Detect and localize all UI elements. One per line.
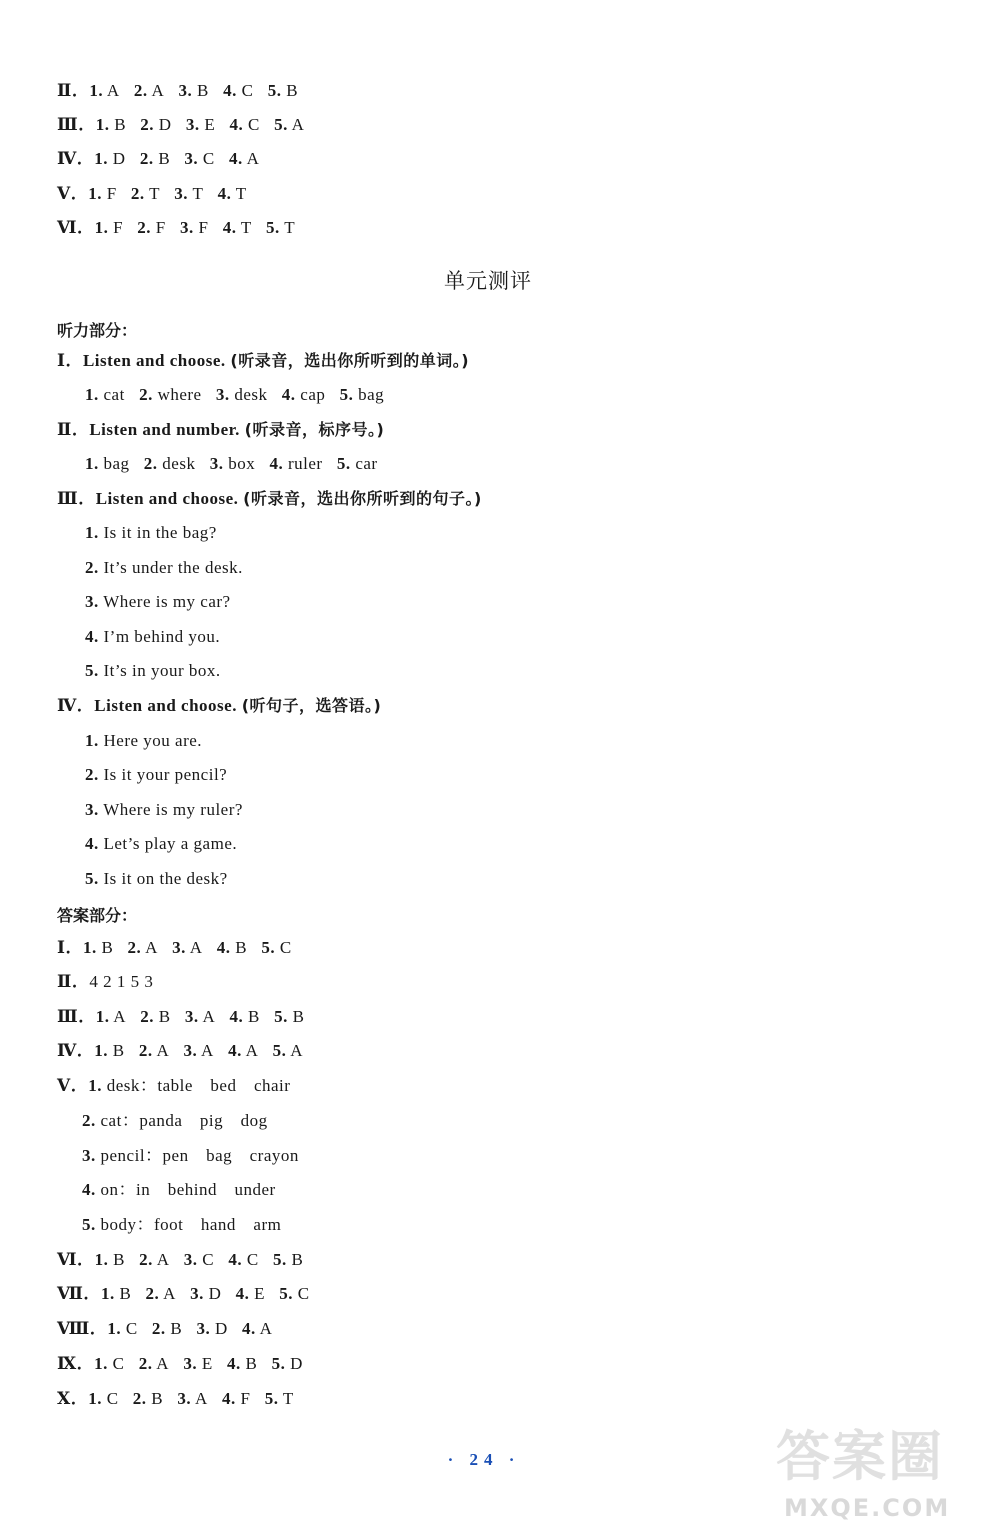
- item-answer: C: [293, 1284, 310, 1303]
- question-title: Listen and choose.: [95, 489, 244, 508]
- item-text: pencil：pen bag crayon: [95, 1146, 299, 1165]
- item-number: 2.: [126, 1007, 155, 1026]
- list-item: [85, 764, 227, 786]
- item-word: bag: [353, 385, 385, 404]
- item-number: 1.: [94, 1250, 109, 1269]
- item-answer: C: [242, 1250, 259, 1269]
- watermark-logo: [766, 1414, 986, 1524]
- item-number: 5.: [258, 1250, 287, 1269]
- item-answer: A: [197, 1041, 214, 1060]
- item-number: 4.: [208, 218, 237, 237]
- item-number: 1.: [95, 1007, 110, 1026]
- list-item: [82, 1110, 268, 1132]
- item-text: Where is my car?: [98, 592, 231, 611]
- item-number: 5.: [265, 1284, 294, 1303]
- item-answer: B: [153, 149, 171, 168]
- item-answer: T: [144, 184, 160, 203]
- item-number: 5.: [82, 1215, 96, 1234]
- item-text: I’m behind you.: [98, 627, 221, 646]
- question-instruction: (听句子，选答语。): [241, 696, 382, 715]
- item-answer: A: [185, 938, 203, 957]
- list-item: [82, 1179, 276, 1201]
- item-answer: A: [286, 1041, 304, 1060]
- item-text: It’s under the desk.: [98, 558, 243, 577]
- list-item: [85, 522, 217, 544]
- question-heading: [57, 350, 469, 372]
- item-number: 5.: [253, 81, 282, 100]
- item-answer: F: [193, 218, 209, 237]
- item-number: 1.: [88, 184, 102, 203]
- item-number: 5.: [251, 218, 280, 237]
- roman-numeral: Ⅰ．: [57, 351, 83, 370]
- item-answer: D: [108, 149, 126, 168]
- item-number: 4.: [221, 1284, 250, 1303]
- item-answer: D: [210, 1319, 228, 1338]
- item-word: cat: [98, 385, 125, 404]
- item-answer: D: [203, 1284, 222, 1303]
- item-number: 1.: [85, 731, 99, 750]
- item-text: cat：panda pig dog: [95, 1111, 268, 1130]
- item-number: 3.: [82, 1146, 96, 1165]
- item-answer: A: [147, 81, 165, 100]
- item-number: 1.: [85, 454, 99, 473]
- answer-row: [57, 80, 298, 102]
- item-number: 4.: [82, 1180, 96, 1199]
- item-number: 3.: [163, 1389, 192, 1408]
- listening-label: 听力部分：: [57, 321, 138, 340]
- item-number: 1.: [85, 523, 99, 542]
- page-dot: ·: [508, 1450, 521, 1469]
- item-answer: B: [108, 1250, 125, 1269]
- roman-numeral: Ⅱ．: [57, 972, 90, 991]
- item-answer: C: [236, 81, 254, 100]
- item-number: 2.: [124, 385, 153, 404]
- item-number: 3.: [169, 1041, 198, 1060]
- item-answer: T: [278, 1389, 294, 1408]
- list-item: [85, 660, 221, 682]
- inline-items: [85, 453, 378, 475]
- item-number: 2.: [125, 149, 154, 168]
- item-answer: A: [152, 1250, 170, 1269]
- item-answer: B: [243, 1007, 260, 1026]
- answer-row: [57, 183, 247, 205]
- item-answer: C: [243, 115, 260, 134]
- roman-numeral: Ⅱ．: [57, 420, 90, 439]
- item-word: desk: [229, 385, 268, 404]
- roman-numeral: Ⅳ．: [57, 1041, 95, 1060]
- item-answer: C: [121, 1319, 138, 1338]
- list-item: [85, 833, 237, 855]
- item-answer: F: [108, 218, 124, 237]
- item-answer: D: [154, 115, 172, 134]
- roman-numeral: Ⅰ．: [57, 938, 83, 957]
- item-number: 1.: [94, 1041, 109, 1060]
- item-text: Here you are.: [98, 731, 203, 750]
- item-number: 5.: [322, 454, 351, 473]
- item-word: cap: [295, 385, 326, 404]
- roman-numeral: Ⅶ．: [57, 1284, 101, 1303]
- item-number: 4.: [213, 1041, 242, 1060]
- item-number: 4.: [212, 1354, 241, 1373]
- list-item: [85, 591, 231, 613]
- item-answer: A: [198, 1007, 216, 1026]
- item-word: car: [350, 454, 378, 473]
- roman-numeral: Ⅴ．: [57, 184, 89, 203]
- item-word: ruler: [283, 454, 323, 473]
- answer-row: [57, 1353, 303, 1375]
- item-answer: F: [101, 184, 117, 203]
- item-number: 3.: [157, 938, 186, 957]
- question-heading: [57, 695, 381, 717]
- watermark-big-text: 答案圈: [776, 1425, 944, 1488]
- item-number: 2.: [131, 1284, 160, 1303]
- item-number: 1.: [88, 1389, 102, 1408]
- question-instruction: (听录音，选出你所听到的句子。): [243, 489, 482, 508]
- answer-row: [57, 1283, 310, 1305]
- roman-numeral: Ⅲ．: [57, 489, 96, 508]
- item-text: on：in behind under: [95, 1180, 276, 1199]
- answer-row: [57, 971, 153, 993]
- item-answer: B: [230, 938, 248, 957]
- roman-numeral: Ⅲ．: [57, 115, 96, 134]
- item-number: 2.: [85, 558, 99, 577]
- item-number: 3.: [165, 218, 194, 237]
- item-answer: B: [281, 81, 299, 100]
- item-answer: C: [101, 1389, 119, 1408]
- item-number: 3.: [85, 592, 99, 611]
- item-answer: B: [114, 1284, 132, 1303]
- item-answer: A: [152, 1041, 170, 1060]
- list-item: [85, 868, 228, 890]
- item-number: 1.: [85, 385, 99, 404]
- item-number: 1.: [88, 1076, 102, 1095]
- answer-row: [57, 217, 295, 239]
- item-number: 5.: [247, 938, 276, 957]
- item-text: Where is my ruler?: [98, 800, 243, 819]
- item-number: 4.: [202, 938, 231, 957]
- item-number: 2.: [137, 1319, 166, 1338]
- item-number: 2.: [118, 1389, 147, 1408]
- item-answer: B: [108, 1041, 125, 1060]
- item-number: 2.: [116, 184, 145, 203]
- item-answer: F: [151, 218, 166, 237]
- item-answer: B: [146, 1389, 164, 1408]
- item-number: 3.: [195, 454, 224, 473]
- answer-row: [57, 1388, 294, 1410]
- item-number: 1.: [95, 115, 110, 134]
- item-answer: D: [285, 1354, 303, 1373]
- watermark-url: MXQE.COM: [784, 1494, 951, 1522]
- item-number: 1.: [82, 938, 97, 957]
- item-number: 2.: [85, 765, 99, 784]
- item-number: 5.: [85, 869, 99, 888]
- roman-numeral: Ⅳ．: [57, 149, 95, 168]
- answer-row: [57, 1040, 303, 1062]
- item-number: 3.: [201, 385, 230, 404]
- item-text: desk：table bed chair: [101, 1076, 291, 1095]
- item-word: where: [152, 385, 202, 404]
- question-title: Listen and number.: [89, 420, 245, 439]
- item-number: 3.: [170, 149, 199, 168]
- item-number: 1.: [94, 1354, 108, 1373]
- item-answer: E: [199, 115, 216, 134]
- roman-numeral: Ⅵ．: [57, 218, 95, 237]
- item-answer: E: [249, 1284, 266, 1303]
- answer-row: [57, 114, 304, 136]
- item-number: 4.: [203, 184, 232, 203]
- item-number: 3.: [164, 81, 193, 100]
- question-heading: [57, 488, 482, 510]
- page-number: 24: [469, 1450, 499, 1469]
- item-number: 1.: [100, 1284, 115, 1303]
- item-number: 5.: [250, 1389, 279, 1408]
- list-item: [82, 1145, 299, 1167]
- item-number: 4.: [208, 81, 237, 100]
- item-number: 5.: [259, 1007, 288, 1026]
- item-word: desk: [157, 454, 196, 473]
- question-heading: [57, 419, 384, 441]
- item-number: 4.: [255, 454, 284, 473]
- answer-row: [57, 1075, 290, 1097]
- item-number: 3.: [170, 1007, 199, 1026]
- section-title: 单元测评: [444, 269, 532, 293]
- item-word: bag: [98, 454, 130, 473]
- item-number: 5.: [259, 115, 288, 134]
- item-number: 2.: [113, 938, 142, 957]
- item-answer: B: [154, 1007, 171, 1026]
- item-answer: A: [141, 938, 158, 957]
- item-number: 5.: [85, 661, 99, 680]
- item-number: 4.: [267, 385, 296, 404]
- roman-numeral: Ⅸ．: [57, 1354, 95, 1373]
- item-text: Is it on the desk?: [98, 869, 228, 888]
- item-answer: B: [192, 81, 209, 100]
- item-answer: T: [231, 184, 247, 203]
- item-number: 2.: [126, 115, 155, 134]
- item-number: 4.: [85, 627, 99, 646]
- item-number: 2.: [119, 81, 148, 100]
- item-text: body：foot hand arm: [95, 1215, 282, 1234]
- item-text: Is it in the bag?: [98, 523, 217, 542]
- item-answer: C: [197, 1250, 215, 1269]
- item-number: 3.: [182, 1319, 211, 1338]
- item-number: 5.: [325, 385, 354, 404]
- roman-numeral: Ⅵ．: [57, 1250, 95, 1269]
- item-number: 4.: [215, 115, 244, 134]
- item-answer: A: [241, 1041, 259, 1060]
- item-number: 1.: [94, 149, 109, 168]
- item-answer: F: [235, 1389, 251, 1408]
- item-number: 2.: [123, 218, 152, 237]
- answer-row: [57, 1006, 304, 1028]
- item-number: 4.: [214, 1250, 243, 1269]
- item-number: 4.: [85, 834, 99, 853]
- question-title: Listen and choose.: [82, 351, 231, 370]
- roman-numeral: Ⅷ．: [57, 1319, 108, 1338]
- item-number: 2.: [124, 1041, 153, 1060]
- item-answer: A: [191, 1389, 208, 1408]
- item-answer: E: [197, 1354, 213, 1373]
- item-number: 1.: [89, 81, 104, 100]
- item-answer: B: [109, 115, 127, 134]
- item-answer: A: [152, 1354, 170, 1373]
- item-number: 3.: [171, 115, 200, 134]
- item-word: box: [223, 454, 256, 473]
- item-answer: A: [287, 115, 305, 134]
- item-number: 3.: [160, 184, 188, 203]
- roman-numeral: Ⅹ．: [57, 1389, 89, 1408]
- item-answer: B: [165, 1319, 183, 1338]
- item-number: 1.: [94, 218, 109, 237]
- item-number: 4.: [227, 1319, 256, 1338]
- list-item: [85, 626, 220, 648]
- answer-text: 4 2 1 5 3: [89, 972, 154, 991]
- item-answer: T: [279, 218, 296, 237]
- list-item: [85, 557, 243, 579]
- page-dot: ·: [447, 1450, 460, 1469]
- roman-numeral: Ⅳ．: [57, 696, 95, 715]
- item-answer: B: [96, 938, 114, 957]
- item-number: 3.: [175, 1284, 204, 1303]
- item-number: 3.: [169, 1250, 198, 1269]
- item-number: 2.: [124, 1354, 153, 1373]
- answer-row: [57, 148, 259, 170]
- item-number: 1.: [107, 1319, 122, 1338]
- item-answer: C: [198, 149, 215, 168]
- question-title: Listen and choose.: [94, 696, 242, 715]
- roman-numeral: Ⅱ．: [57, 81, 90, 100]
- item-number: 3.: [169, 1354, 198, 1373]
- item-answer: B: [287, 1007, 305, 1026]
- item-number: 5.: [258, 1041, 287, 1060]
- roman-numeral: Ⅲ．: [57, 1007, 96, 1026]
- item-text: Let’s play a game.: [98, 834, 238, 853]
- answer-label: 答案部分：: [57, 906, 138, 925]
- item-answer: T: [236, 218, 252, 237]
- item-answer: A: [109, 1007, 127, 1026]
- item-number: 2.: [124, 1250, 153, 1269]
- item-answer: A: [159, 1284, 176, 1303]
- question-instruction: (听录音，标序号。): [244, 420, 385, 439]
- list-item: [82, 1214, 281, 1236]
- item-answer: C: [107, 1354, 125, 1373]
- list-item: [85, 799, 243, 821]
- item-number: 2.: [82, 1111, 96, 1130]
- roman-numeral: Ⅴ．: [57, 1076, 89, 1095]
- answer-row: [57, 1249, 303, 1271]
- item-text: Is it your pencil?: [98, 765, 228, 784]
- item-number: 5.: [257, 1354, 286, 1373]
- item-answer: B: [286, 1250, 304, 1269]
- item-answer: T: [188, 184, 204, 203]
- inline-items: [85, 384, 384, 406]
- question-instruction: (听录音，选出你所听到的单词。): [230, 351, 470, 370]
- answer-row: [57, 1318, 272, 1340]
- item-number: 4.: [215, 1007, 244, 1026]
- item-number: 4.: [214, 149, 243, 168]
- item-answer: A: [255, 1319, 273, 1338]
- item-answer: A: [242, 149, 260, 168]
- item-number: 3.: [85, 800, 99, 819]
- list-item: [85, 730, 202, 752]
- answer-row: [57, 937, 292, 959]
- item-answer: B: [240, 1354, 258, 1373]
- item-text: It’s in your box.: [98, 661, 221, 680]
- item-answer: A: [103, 81, 120, 100]
- item-number: 2.: [129, 454, 158, 473]
- item-number: 4.: [207, 1389, 236, 1408]
- item-answer: C: [275, 938, 292, 957]
